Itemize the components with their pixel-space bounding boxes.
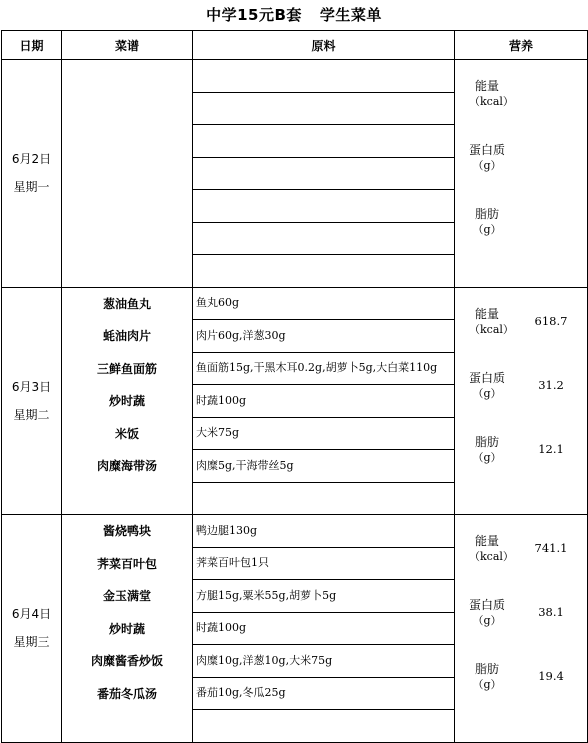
page-title (0, 4, 588, 25)
ingredient-line: 鱼面筋15g,干黑木耳0.2g,胡萝卜5g,大白菜110g (193, 353, 454, 386)
ingredients-cell (193, 287, 455, 515)
date-cell (2, 515, 62, 743)
dish-item: 葱油鱼丸 (102, 296, 151, 311)
ingredient-line (193, 93, 454, 126)
dish-item (62, 131, 192, 164)
dish-item: 炒时蔬 (108, 621, 145, 636)
dish-item: 三鲜鱼面筋 (96, 361, 157, 376)
ingredient-line (193, 158, 454, 191)
protein-unit: （g） (472, 386, 502, 400)
ingredient-line (193, 483, 454, 515)
date-cell (2, 287, 62, 515)
date-text: 6月4日 (11, 607, 52, 622)
energy-unit: （kcal） (469, 95, 514, 108)
ingredients-cell (193, 60, 455, 288)
dish-item (62, 229, 192, 262)
ingredient-line (193, 60, 454, 93)
weekday-text: 星期一 (13, 180, 50, 195)
ingredient-line: 肉片60g,洋葱30g (193, 320, 454, 353)
ingredient-line: 肉糜10g,洋葱10g,大米75g (193, 645, 454, 678)
ingredient-line: 荠菜百叶包1只 (193, 548, 454, 581)
date-text: 6月3日 (11, 379, 52, 394)
fat-value: 19.4 (538, 669, 564, 683)
ingredient-line: 鱼丸60g (193, 288, 454, 321)
nutrition-cell (455, 515, 588, 743)
ingredient-line (193, 223, 454, 256)
fat-block (455, 643, 587, 707)
dish-item: 番茄冬瓜汤 (96, 686, 157, 701)
energy-block (455, 288, 587, 352)
energy-label: 能量 (474, 79, 499, 93)
dish-item: 米饭 (114, 426, 139, 441)
energy-unit: （kcal） (469, 322, 514, 336)
ingredient-line: 方腿15g,粟米55g,胡萝卜5g (193, 580, 454, 613)
header-nutrition: 营养 (455, 31, 588, 60)
header-dishes: 菜谱 (62, 31, 193, 60)
ingredients-cell (193, 515, 455, 743)
date-text: 6月2日 (11, 152, 52, 167)
weekday-text: 星期三 (13, 635, 50, 650)
fat-unit: （g） (472, 678, 502, 691)
protein-value: 38.1 (538, 605, 564, 619)
protein-block (455, 124, 587, 188)
dishes-cell (62, 60, 193, 288)
title-menu-name: 学生菜单 (319, 6, 382, 24)
protein-unit: （g） (472, 159, 502, 172)
dish-item: 蚝油肉片 (102, 329, 151, 343)
ingredient-line: 番茄10g,冬瓜25g (193, 678, 454, 711)
dish-item: 金玉满堂 (102, 589, 151, 603)
ingredient-line: 大米75g (193, 418, 454, 451)
energy-value: 741.1 (534, 541, 568, 555)
ingredient-line: 鸭边腿130g (193, 515, 454, 548)
energy-block (455, 515, 587, 579)
fat-label: 脂肪 (474, 207, 499, 221)
ingredient-line (193, 190, 454, 223)
day-row (2, 60, 588, 288)
ingredient-line (193, 255, 454, 287)
dishes-cell (62, 287, 193, 515)
protein-label: 蛋白质 (469, 370, 506, 385)
day-row (2, 515, 588, 743)
fat-unit: （g） (472, 450, 502, 464)
energy-value: 618.7 (534, 313, 568, 328)
protein-block (455, 352, 587, 416)
fat-label: 脂肪 (474, 434, 499, 449)
dish-item: 酱烧鸭块 (102, 524, 151, 538)
dish-item: 肉糜酱香炒饭 (90, 654, 163, 668)
protein-label: 蛋白质 (469, 598, 506, 612)
dish-item: 肉糜海带汤 (96, 459, 157, 473)
fat-block (455, 188, 587, 252)
ingredient-line: 时蔬100g (193, 385, 454, 418)
fat-block (455, 416, 587, 480)
dish-item: 荠菜百叶包 (96, 556, 157, 571)
weekday-text: 星期二 (13, 407, 50, 422)
dishes-cell (62, 515, 193, 743)
energy-block (455, 60, 587, 124)
protein-value: 31.2 (538, 377, 564, 392)
fat-label: 脂肪 (474, 662, 499, 676)
title-set-name: 中学15元B套 (206, 6, 302, 24)
energy-label: 能量 (474, 306, 499, 321)
protein-block (455, 579, 587, 643)
dish-item: 炒时蔬 (108, 394, 145, 408)
protein-unit: （g） (472, 614, 502, 627)
energy-label: 能量 (474, 534, 499, 548)
fat-unit: （g） (472, 223, 502, 236)
menu-table (1, 30, 588, 743)
header-date: 日期 (2, 31, 62, 60)
header-ingredients: 原料 (193, 31, 455, 60)
ingredient-line (193, 125, 454, 158)
fat-value: 12.1 (538, 441, 564, 456)
dish-item (62, 164, 192, 197)
dish-item (62, 196, 192, 229)
dish-item (62, 66, 192, 99)
nutrition-cell (455, 60, 588, 288)
energy-unit: （kcal） (469, 550, 514, 563)
header-row (2, 31, 588, 60)
ingredient-line (193, 710, 454, 742)
date-cell (2, 60, 62, 288)
nutrition-cell (455, 287, 588, 515)
ingredient-line: 时蔬100g (193, 613, 454, 646)
dish-item (62, 99, 192, 132)
protein-label: 蛋白质 (469, 143, 506, 157)
ingredient-line: 肉糜5g,干海带丝5g (193, 450, 454, 483)
day-row (2, 287, 588, 515)
